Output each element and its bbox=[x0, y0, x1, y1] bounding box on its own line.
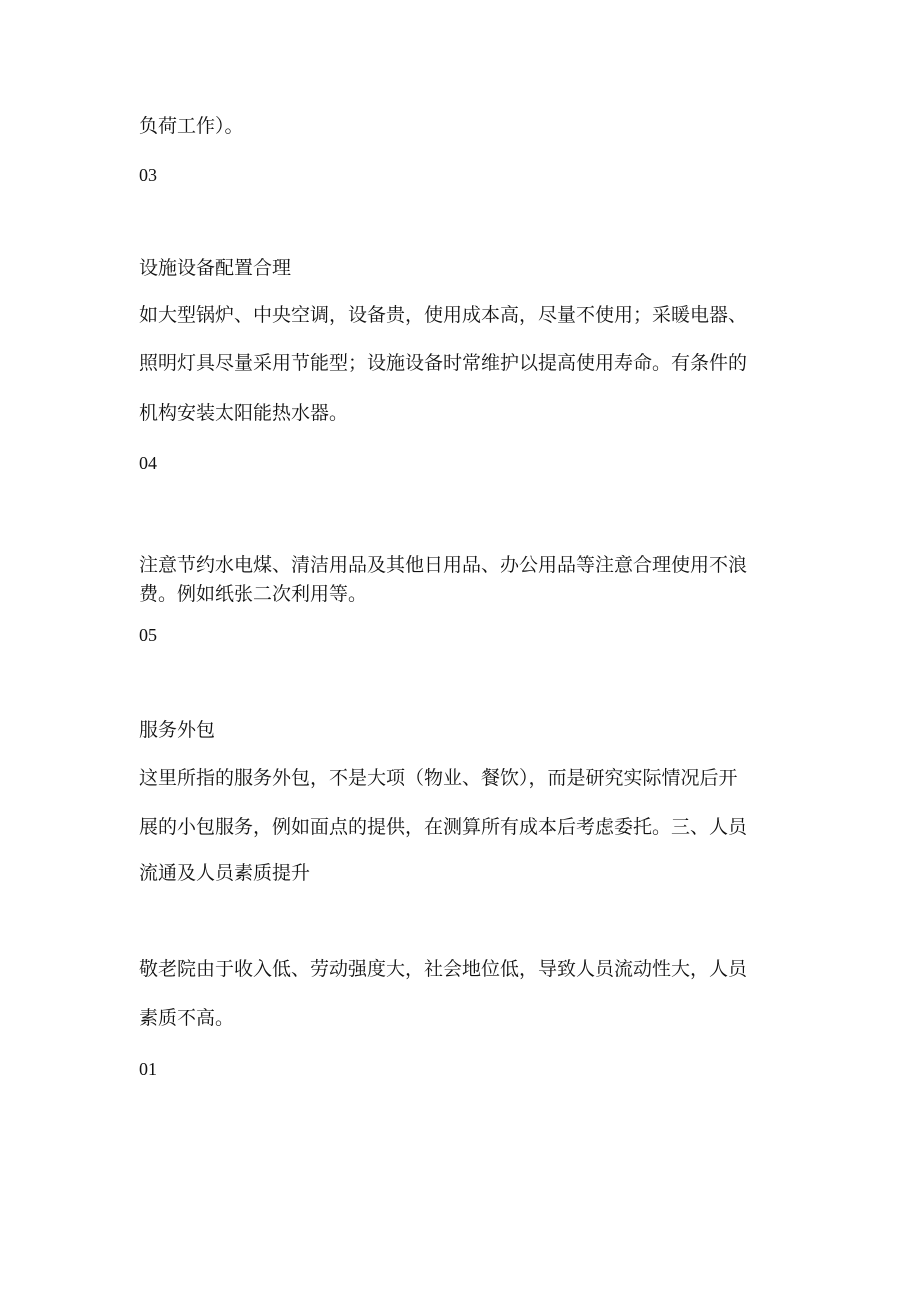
section-number: 01 bbox=[139, 1059, 157, 1079]
text-line: 流通及人员素质提升 bbox=[139, 862, 311, 884]
text-line: 素质不高。 bbox=[139, 1007, 235, 1029]
section-heading: 服务外包 bbox=[139, 719, 216, 741]
section-number: 05 bbox=[139, 625, 157, 645]
text-line: 负荷工作）。 bbox=[139, 115, 244, 137]
section-number: 04 bbox=[139, 453, 157, 473]
text-line: 如大型锅炉、中央空调，设备贵，使用成本高，尽量不使用；采暖电器、 bbox=[139, 304, 748, 326]
text-line: 注意节约水电煤、清洁用品及其他日用品、办公用品等注意合理使用不浪 bbox=[139, 554, 748, 576]
text-line: 这里所指的服务外包，不是大项（物业、餐饮），而是研究实际情况后开 bbox=[139, 767, 738, 789]
text-line: 展的小包服务，例如面点的提供，在测算所有成本后考虑委托。三、人员 bbox=[139, 816, 748, 838]
section-heading: 设施设备配置合理 bbox=[139, 257, 292, 279]
text-line: 照明灯具尽量采用节能型；设施设备时常维护以提高使用寿命。有条件的 bbox=[139, 352, 748, 374]
section-number: 03 bbox=[139, 165, 157, 185]
text-line: 机构安装太阳能热水器。 bbox=[139, 402, 349, 424]
text-line: 费。例如纸张二次利用等。 bbox=[139, 583, 368, 605]
text-line: 敬老院由于收入低、劳动强度大，社会地位低，导致人员流动性大，人员 bbox=[139, 958, 748, 980]
